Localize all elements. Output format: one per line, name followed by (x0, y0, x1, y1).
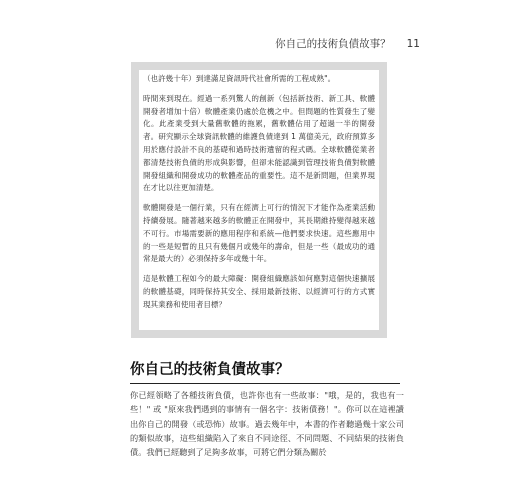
running-header-title: 你自己的技術負債故事？ (275, 38, 391, 50)
sidebar-paragraph-4: 這是軟體工程如今的最大障礙：開發組織應該如何應對這個快速擴展的軟體基礎，同時保持其安全、採用最新技術、以經濟可行的方式實現其業務和使用者目標？ (143, 274, 375, 309)
section-body (130, 388, 404, 459)
section-heading: 你自己的技術負債故事？ (130, 358, 400, 384)
page-number: 11 (406, 38, 420, 50)
sidebar-paragraph-1: （也許幾十年）到達滿足資訊時代社會所需的工程成熟"。 (143, 74, 336, 83)
sidebar-paragraph-3: 軟體開發是一個行業，只有在經濟上可行的情況下才能作為產業活動持續發展。隨著越來越多的軟體正在開發中，其長期維持變得越來越不可行。市場需要新的應用程序和系統—他們要求快速。這些應用中的一些是短暫的且只有幾個月或幾年的壽命，但是一些（最成功的通常是最大的）必須保持多年或幾十年。 (143, 203, 375, 264)
sidebar-content (139, 70, 379, 330)
running-header (120, 36, 420, 51)
body-paragraph: 你已經領略了各種技術負債，也許你也有一些故事："哦，是的，我也有一些！" 或 "原來我們遇到的事情有一個名字：技術債務！"。你可以在這裡讀出你自己的開發（或恐怖）故事。過去幾年中，本書的作者聽過幾十家公司的類似故事，這些組織陷入了來自不同途徑、不同問題、不同結果的技術負債。我們已經聽到了足夠多故事，可將它們分類為關於 (130, 390, 404, 458)
sidebar-box (131, 62, 387, 338)
sidebar-paragraph-2: 時間來到現在。經過一系列驚人的創新（包括新技術、新工具、軟體開發者增加十倍）軟體產業仍處於危機之中。但問題的性質發生了變化。此產業受到大量舊軟體的拖累，舊軟體佔用了超過一半的開發者。研究顯示全球資訊軟體的維護負債達到 1 萬億美元，政府預算多用於應付設計不良的基礎和過時技術遺留的程式碼。全球軟體從業者都清楚技術負債的形成與影響，但卻未能認識到管理技術負債對軟體開發組織和開發成功的軟體產品的重要性。這不是新問題，但業界現在才比以往更加清楚。 (143, 93, 375, 193)
